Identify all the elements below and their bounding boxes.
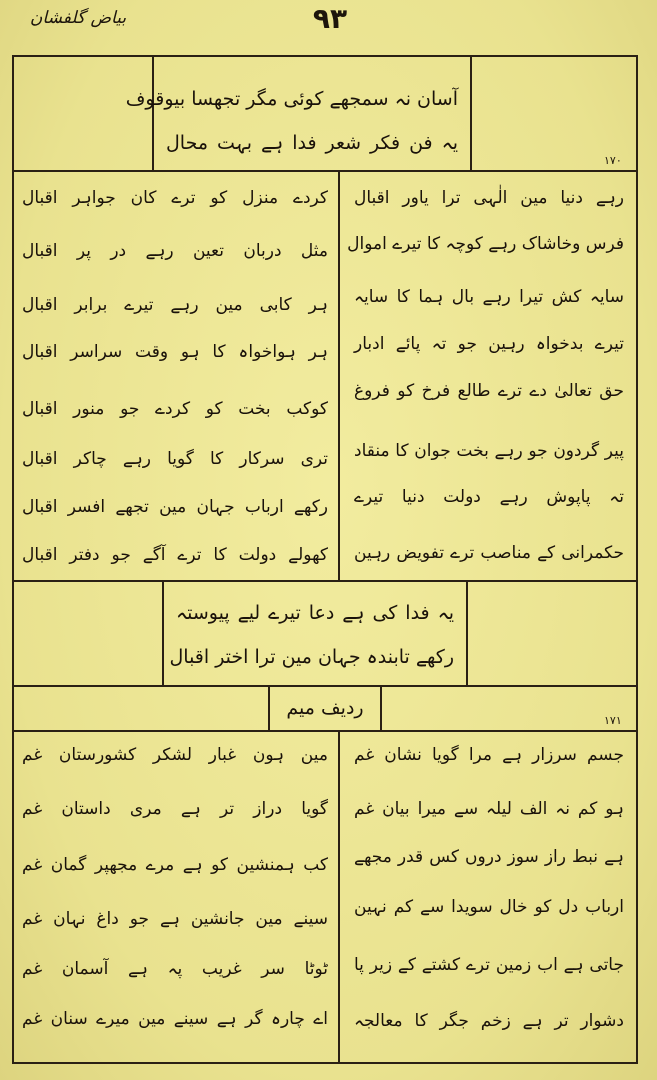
left-verse-6: تری سرکار کا گویا رہے چاکر اقبال [22, 449, 328, 469]
right2-verse-3: ہے نبط راز سوز دروں کس قدر مجھے [354, 847, 624, 867]
left2-verse-6: اے چارہ گر ہے سینے مین میرے سنان غم [22, 1009, 328, 1029]
left-verse-8: کھولے دولت کا ترے آگے جو دفتر اقبال [22, 545, 328, 565]
right-verse-6: پیر گردون جو رہے بخت جوان کا منقاد [354, 441, 624, 461]
section-number-170: ۱۷۰ [604, 154, 622, 167]
closing-couplet-line-2: رکھے تابندہ جہان مین ترا اختر اقبال [169, 646, 454, 668]
frame-right [636, 55, 638, 1064]
closing-box-left [162, 580, 164, 685]
closing-box-bottom [12, 685, 638, 687]
left2-verse-3: کب ہمنشین کو ہے مرے مجھپر گمان غم [22, 855, 328, 875]
lower-column-divider [338, 732, 340, 1062]
radif-heading: ردیف میم [286, 697, 364, 719]
top-couplet-line-1: آسان نہ سمجھے کوئی مگر تجھسا بیوقوف [125, 88, 458, 110]
closing-couplet-line-1: یہ فدا کی ہے دعا تیرے لیے پیوستہ [176, 602, 454, 624]
closing-box-top [12, 580, 638, 582]
frame-left [12, 55, 14, 1064]
left-verse-5: کوکب بخت کو کردے جو منور اقبال [22, 399, 328, 419]
closing-box-right [466, 580, 468, 685]
right-verse-7: تہ پاپوش رہے دولت دنیا تیرے [354, 487, 624, 507]
right-verse-4: تیرے بدخواہ رہین جو تہ پائے ادبار [354, 334, 624, 354]
book-title: بیاض گلفشان [29, 8, 127, 28]
top-couplet-line-2: یہ فن فکر شعر فدا ہے بہت محال [166, 132, 458, 154]
section-number-171: ۱۷۱ [604, 714, 622, 727]
right2-verse-6: دشوار تر ہے زخم جگر کا معالجہ [354, 1011, 624, 1031]
left2-verse-5: ٹوٹا سر غریب پہ ہے آسمان غم [22, 959, 328, 979]
right2-verse-2: ہو کم نہ الف لیلہ سے میرا بیان غم [354, 799, 624, 819]
page-number: ۹۳ [312, 2, 348, 35]
right-verse-8: حکمرانی کے مناصب ترے تفویض رہین [354, 543, 624, 563]
right-verse-2: فرس وخاشاک رہے کوچہ کا تیرے اموال [347, 234, 624, 254]
right2-verse-4: ارباب دل کو خال سویدا سے کم نہین [354, 897, 624, 917]
left2-verse-2: گویا دراز تر ہے مری داستان غم [22, 799, 328, 819]
frame-top [12, 55, 638, 57]
left-verse-4: ہر ہواخواہ کا ہو وقت سراسر اقبال [22, 342, 328, 362]
left2-verse-1: مین ہون غبار لشکر کشورستان غم [22, 745, 328, 765]
top-box-bottom [12, 170, 638, 172]
right-verse-1: رہے دنیا مین الٰہی ترا یاور اقبال [354, 188, 624, 208]
left2-verse-4: سینے مین جانشین ہے جو داغ نہان غم [22, 909, 328, 929]
radif-box-left [268, 685, 270, 730]
right-verse-5: حق تعالیٰ دے ترے طالع فرخ کو فروغ [354, 381, 624, 401]
radif-box-right [380, 685, 382, 730]
radif-box-bottom [12, 730, 638, 732]
right2-verse-5: جاتی ہے اب زمین ترے کشتے کے زیر پا [354, 955, 624, 975]
right2-verse-1: جسم سرزار ہے مرا گویا نشان غم [354, 745, 624, 765]
left-verse-7: رکھے ارباب جہان مین تجھے افسر اقبال [22, 497, 328, 517]
middle-column-divider [338, 172, 340, 580]
frame-bottom [12, 1062, 638, 1064]
left-verse-2: مثل دربان تعین رہے در پر اقبال [22, 241, 328, 261]
right-verse-3: سایہ کش تیرا رہے بال ہما کا سایہ [354, 287, 624, 307]
left-verse-3: ہر کابی مین رہے تیرے برابر اقبال [22, 295, 328, 315]
top-box-right [470, 55, 472, 170]
left-verse-1: کردے منزل کو ترے کان جواہر اقبال [22, 188, 328, 208]
